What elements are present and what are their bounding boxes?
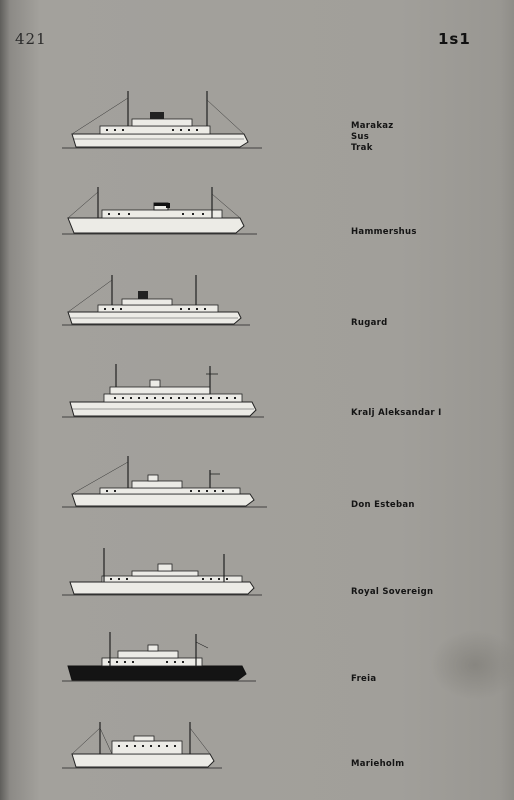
ship-label-group-5	[351, 500, 415, 511]
ship-name: Hammershus	[351, 227, 417, 237]
ship-name: Royal Sovereign	[351, 587, 434, 597]
ship-name: Don Esteban	[351, 500, 415, 510]
ship-silhouette-marieholm	[62, 714, 272, 784]
ship-name: Freia	[351, 674, 377, 684]
ship-silhouette-marakaz	[62, 86, 272, 156]
ship-silhouette-hammershus	[62, 172, 272, 242]
ship-silhouette-rugard	[62, 262, 272, 332]
ship-silhouette-royal-sovereign	[62, 538, 272, 608]
ship-label-group-4	[351, 408, 442, 419]
ship-label-group-1	[351, 121, 394, 154]
ship-name: Trak	[351, 143, 373, 153]
ship-silhouette-kralj-aleksandar	[62, 354, 272, 424]
page-number: 421	[15, 30, 47, 48]
ship-silhouette-don-esteban	[62, 446, 272, 516]
paper-stain	[430, 630, 514, 700]
ship-name: Sus	[351, 132, 370, 142]
ship-label-group-8	[351, 759, 404, 770]
ship-name: Rugard	[351, 318, 388, 328]
ship-label-group-3	[351, 318, 388, 329]
section-code: 1s1	[438, 30, 471, 48]
ship-label-group-7	[351, 674, 376, 685]
ship-name: Marieholm	[351, 759, 405, 769]
ship-name: Marakaz	[351, 121, 394, 131]
ship-name: Kralj Aleksandar I	[351, 408, 442, 418]
ship-silhouette-freia	[62, 624, 272, 694]
ship-label-group-2	[351, 227, 417, 238]
ship-label-group-6	[351, 587, 433, 598]
